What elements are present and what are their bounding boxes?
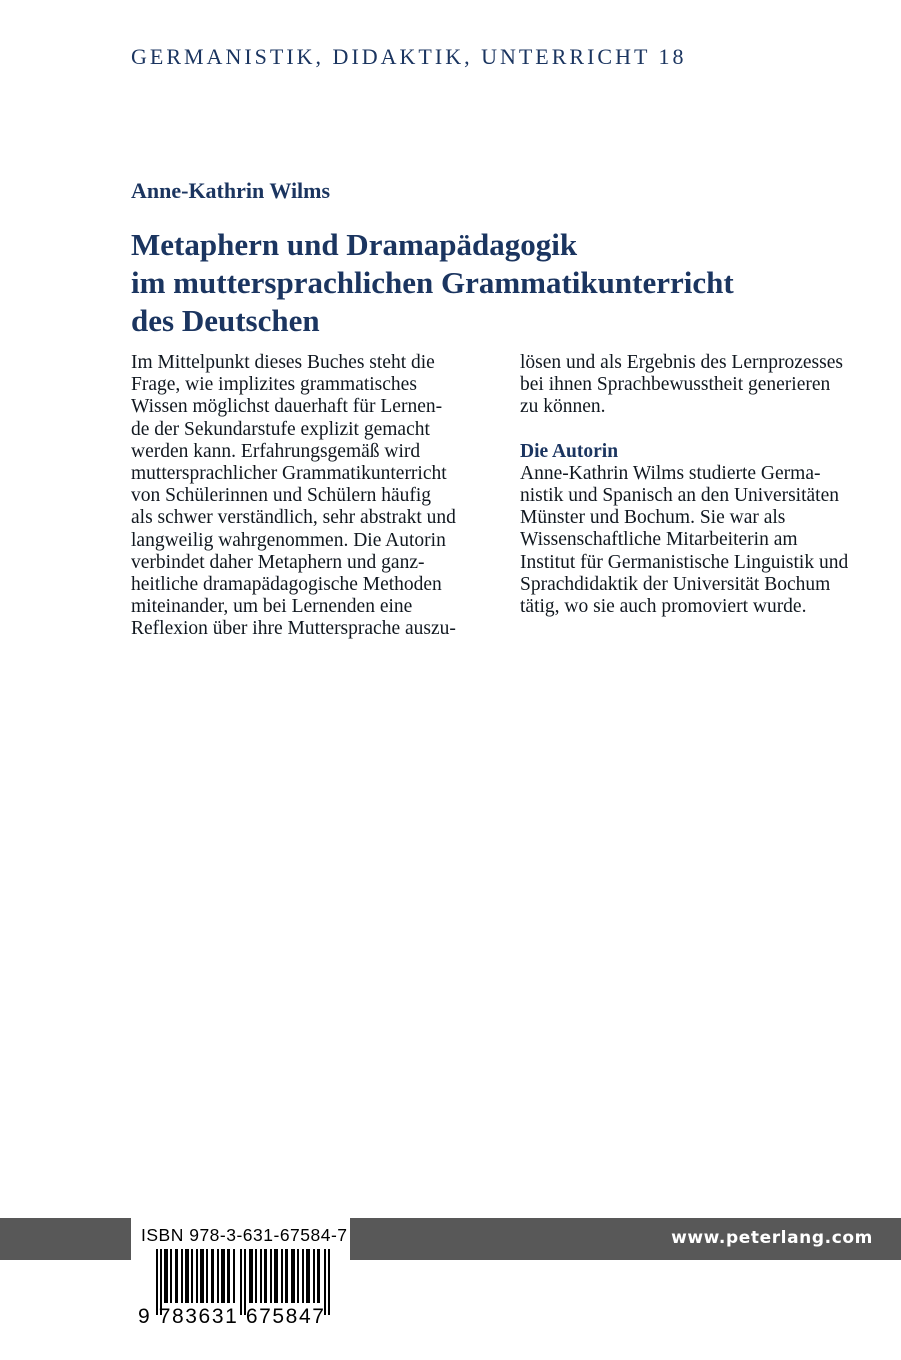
blurb-line: werden kann. Erfahrungsgemäß wird — [131, 440, 421, 462]
publisher-website[interactable]: www.peterlang.com — [671, 1228, 873, 1248]
blurb-line: Reflexion über ihre Muttersprache auszu- — [131, 618, 456, 640]
about-line: Institut für Germanistische Linguistik und — [520, 551, 849, 573]
about-line: nistik und Spanisch an den Universitäten — [520, 485, 839, 507]
blurb-line: bei ihnen Sprachbewusstheit generieren — [520, 374, 831, 396]
about-line: Wissenschaftliche Mitarbeiterin am — [520, 529, 798, 551]
title-line: im muttersprachlichen Grammatikunterricht — [131, 265, 734, 300]
blurb-line: Im Mittelpunkt dieses Buches steht die — [131, 352, 435, 373]
blurb-line: langweilig wahrgenommen. Die Autorin — [131, 529, 446, 551]
blurb-line: zu können. — [520, 396, 606, 418]
blurb-line: de der Sekundarstufe explizit gemacht — [131, 418, 430, 440]
blurb-column-left — [131, 352, 491, 641]
barcode-digits: 9 783631 675847 — [138, 1305, 326, 1328]
blurb-line: Wissen möglichst dauerhaft für Lernen- — [131, 396, 443, 418]
title-line: des Deutschen — [131, 303, 320, 338]
author-name: Anne-Kathrin Wilms — [131, 178, 331, 203]
about-line: Sprachdidaktik der Universität Bochum — [520, 573, 831, 595]
isbn-label: ISBN 978-3-631-67584-7 — [141, 1225, 348, 1245]
about-line: Münster und Bochum. Sie war als — [520, 507, 786, 529]
book-title — [131, 226, 851, 340]
about-line: tätig, wo sie auch promoviert wurde. — [520, 596, 807, 618]
blurb-line: von Schülerinnen und Schülern häufig — [131, 485, 432, 507]
blurb-line: verbindet daher Metaphern und ganz- — [131, 551, 425, 573]
blurb-line: muttersprachlicher Grammatikunterricht — [131, 463, 447, 485]
title-line: Metaphern und Dramapädagogik — [131, 227, 578, 262]
about-line: Anne-Kathrin Wilms studierte Germa- — [520, 462, 821, 484]
blurb-line: lösen und als Ergebnis des Lernprozesses — [520, 352, 843, 373]
series-title: GERMANISTIK, DIDAKTIK, UNTERRICHT 18 — [131, 44, 687, 69]
blurb-line: miteinander, um bei Lernenden eine — [131, 596, 413, 618]
blurb-line: als schwer verständlich, sehr abstrakt und — [131, 507, 456, 529]
blurb-line: Frage, wie implizites grammatisches — [131, 374, 417, 396]
blurb-column-right — [520, 352, 880, 618]
blurb-line: heitliche dramapädagogische Methoden — [131, 574, 442, 596]
about-author-heading: Die Autorin — [520, 440, 619, 462]
